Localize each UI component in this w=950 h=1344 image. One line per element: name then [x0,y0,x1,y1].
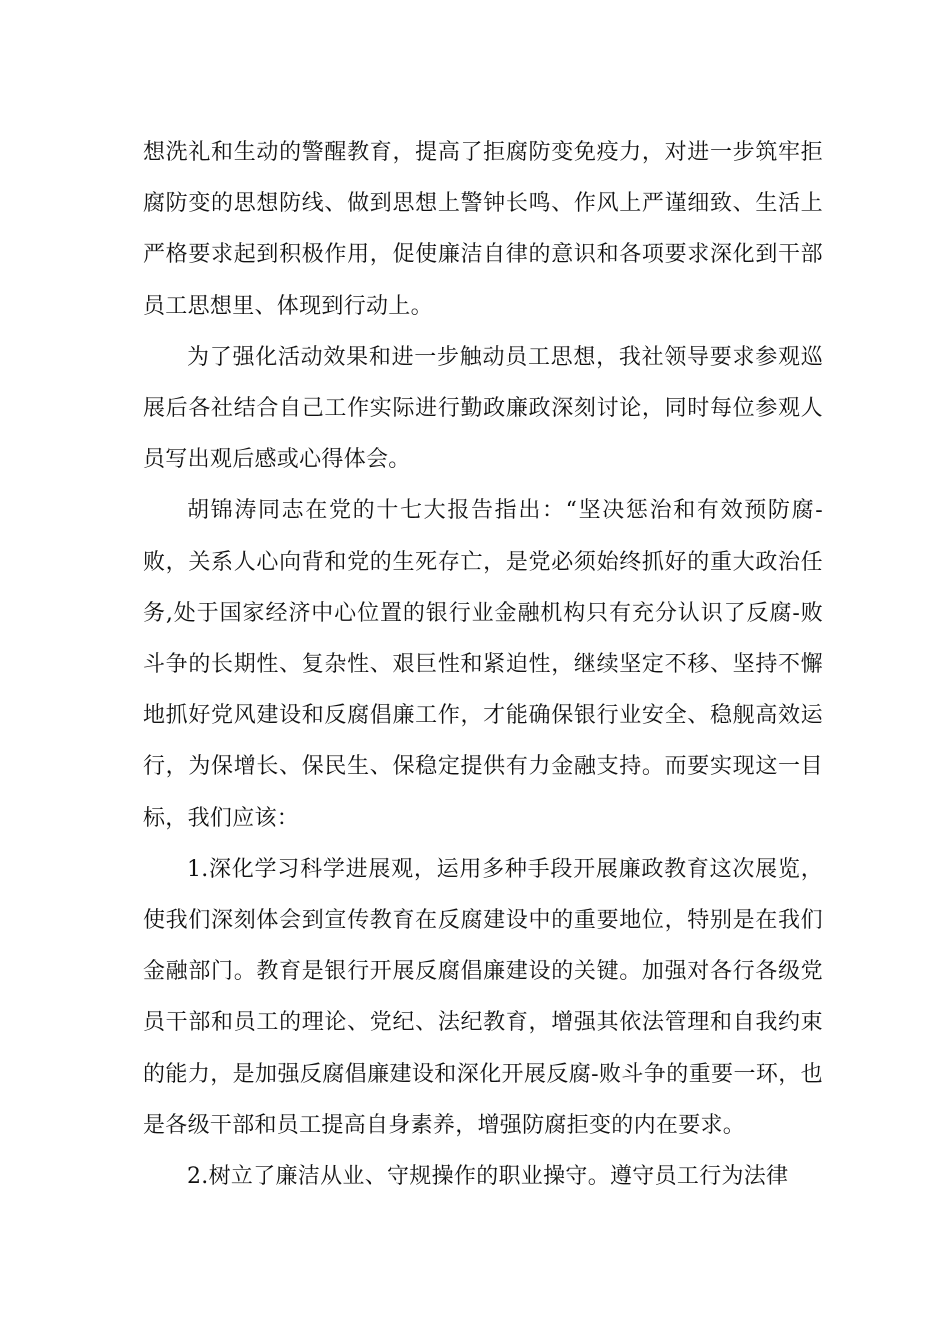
paragraph: 2.树立了廉洁从业、守规操作的职业操守。遵守员工行为法律 [187,1164,789,1190]
paragraph: 为了强化活动效果和进一步触动员工思想，我社领导要求参观巡展后各社结合自己工作实际进行勤政廉政深刻讨论，同时每位参观人员写出观后感或心得体会。 [143,344,823,473]
paragraph: 1.深化学习科学进展观，运用多种手段开展廉政教育这次展览，使我们深刻体会到宣传教育在反腐建设中的重要地位，特别是在我们金融部门。教育是银行开展反腐倡廉建设的关键。加强对各行各级党员干部和员工的理论、党纪、法纪教育，增强其依法管理和自我约束的能力，是加强反腐倡廉建设和深化开展反腐-败斗争的重要一环，也是各级干部和员工提高自身素养，增强防腐拒变的内在要求。 [143,856,823,1138]
paragraph: 想洗礼和生动的警醒教育，提高了拒腐防变免疫力，对进一步筑牢拒腐防变的思想防线、做到思想上警钟长鸣、作风上严谨细致、生活上严格要求起到积极作用，促使廉洁自律的意识和各项要求深化到干部员工思想里、体现到行动上。 [143,140,823,319]
paragraph: 胡锦涛同志在党的十七大报告指出：“坚决惩治和有效预防腐-败，关系人心向背和党的生死存亡，是党必须始终抓好的重大政治任务,处于国家经济中心位置的银行业金融机构只有充分认识了反腐-败斗争的长期性、复杂性、艰巨性和紧迫性，继续坚定不移、坚持不懈地抓好党风建设和反腐倡廉工作，才能确保银行业安全、稳舰高效运行，为保增长、保民生、保稳定提供有力金融支持。而要实现这一目标，我们应该： [143,498,823,831]
body-text [143,127,823,1202]
